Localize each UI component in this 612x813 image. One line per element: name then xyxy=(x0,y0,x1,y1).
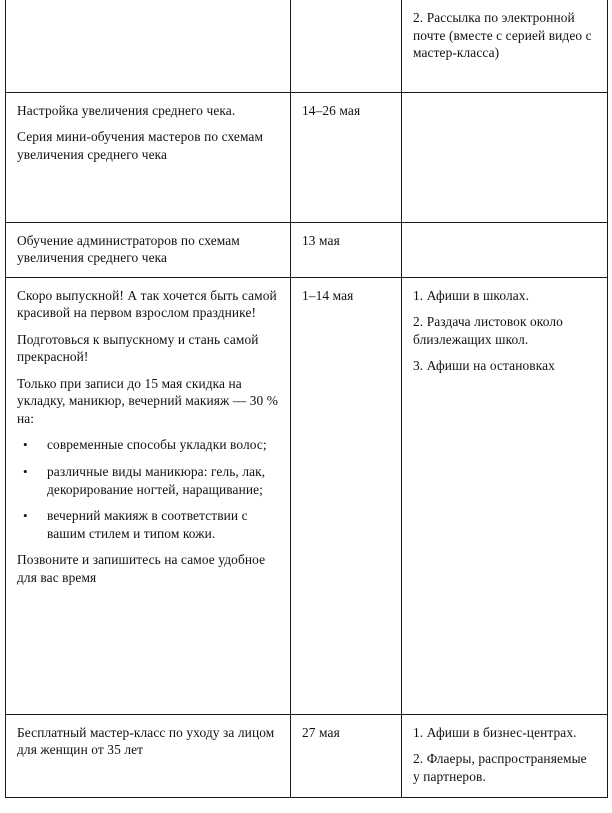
cell-channels xyxy=(402,222,608,277)
list-item-label: вечерний макияж в соответствии с вашим стилем и типом кожи. xyxy=(47,508,248,541)
cell-channels xyxy=(402,92,608,222)
activity-paragraph: Скоро выпускной! А так хочется быть самой красивой на первом взрослом празднике! xyxy=(17,287,277,321)
bullet-icon: • xyxy=(23,508,28,524)
cell-channels xyxy=(402,714,608,797)
channel-item: 1. Афиши в школах. xyxy=(413,287,530,303)
table-row xyxy=(6,277,608,714)
cell-date: 14–26 мая xyxy=(291,92,402,222)
table-row xyxy=(6,0,608,92)
cell-activity xyxy=(6,222,291,277)
list-item-label: различные виды маникюра: гель, лак, декорирование ногтей, наращивание; xyxy=(47,463,266,497)
cell-date: 27 мая xyxy=(291,714,402,797)
cell-date xyxy=(291,0,402,92)
activity-bullet-list xyxy=(17,436,279,542)
marketing-plan-table xyxy=(5,0,608,798)
cell-date: 13 мая xyxy=(291,222,402,277)
cell-activity xyxy=(6,0,291,92)
activity-paragraph: Настройка увеличения среднего чека. xyxy=(17,102,236,118)
channel-item: 2. Раздача листовок около близлежащих школ. xyxy=(413,314,563,347)
cell-activity xyxy=(6,714,291,797)
cell-activity xyxy=(6,277,291,714)
activity-paragraph: Бесплатный мастер-класс по уходу за лицом для женщин от 35 лет xyxy=(17,724,275,758)
table-row xyxy=(6,714,608,797)
cell-activity xyxy=(6,92,291,222)
channel-item: 2. Рассылка по электронной почте (вместе с серией видео с мастер-класса) xyxy=(413,10,592,61)
activity-paragraph: Подготовься к выпускному и стань самой прекрасной! xyxy=(17,331,259,365)
list-item xyxy=(17,436,279,454)
list-item xyxy=(17,463,279,498)
cell-date: 1–14 мая xyxy=(291,277,402,714)
activity-paragraph: Только при записи до 15 мая скидка на укладку, маникюр, вечерний макияж — 30 % на: xyxy=(17,375,279,426)
cell-channels xyxy=(402,0,608,92)
table-row xyxy=(6,222,608,277)
channel-item: 2. Флаеры, распространяемые у партнеров. xyxy=(413,751,587,784)
bullet-icon: • xyxy=(23,463,28,479)
activity-paragraph: Серия мини-обучения мастеров по схемам увеличения среднего чека xyxy=(17,129,264,162)
cell-channels xyxy=(402,277,608,714)
list-item xyxy=(17,507,279,542)
channel-item: 3. Афиши на остановках xyxy=(413,358,555,374)
activity-closing-paragraph: Позвоните и запишитесь на самое удобное для вас время xyxy=(17,552,266,585)
list-item-label: современные способы укладки волос; xyxy=(47,437,267,453)
bullet-icon: • xyxy=(23,437,28,453)
table-row xyxy=(6,92,608,222)
activity-paragraph: Обучение администраторов по схемам увеличения среднего чека xyxy=(17,232,240,266)
channel-item: 1. Афиши в бизнес-центрах. xyxy=(413,724,577,740)
